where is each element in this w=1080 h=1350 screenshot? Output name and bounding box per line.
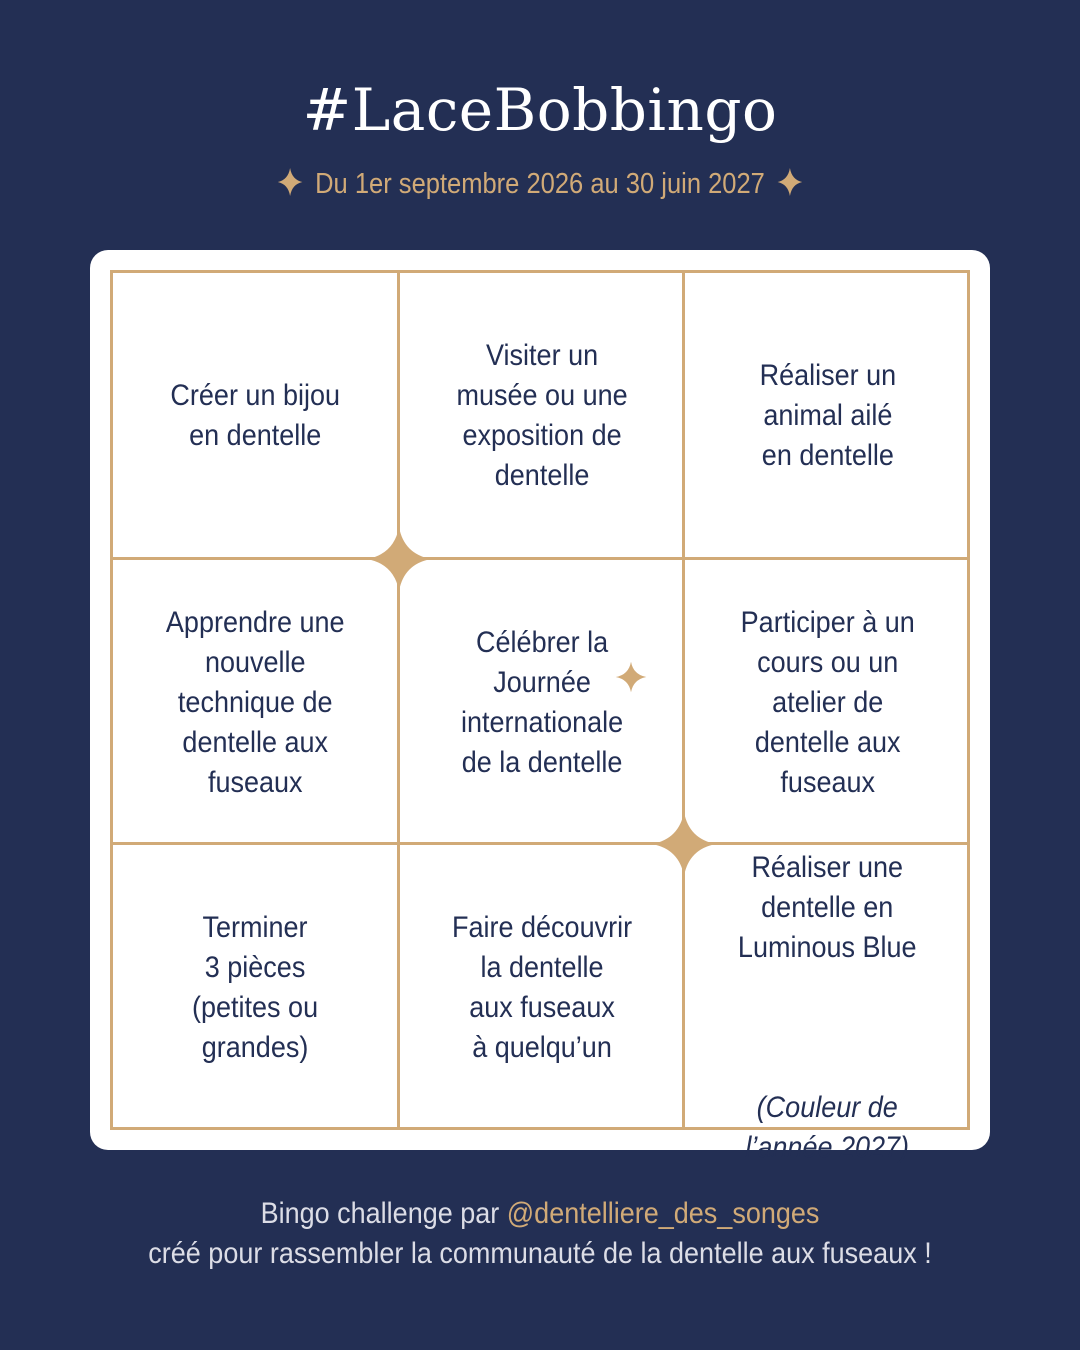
cell-text: Célébrer la Journée internationale de la dentelle <box>461 625 624 779</box>
sparkle-icon <box>276 166 304 198</box>
cell-text: Réaliser un animal ailé en dentelle <box>759 358 896 472</box>
cell-text: Terminer 3 pièces (petites ou grandes) <box>192 910 319 1064</box>
cell-text: Apprendre une nouvelle technique de dentelle aux fuseaux <box>166 605 345 799</box>
cell-text: Créer un bijou en dentelle <box>170 378 341 452</box>
bingo-cell[interactable] <box>400 560 685 845</box>
bingo-cell[interactable] <box>400 845 685 1130</box>
date-range-text: Du 1er septembre 2026 au 30 juin 2027 <box>315 168 765 200</box>
date-range <box>65 164 1015 204</box>
cell-text: Visiter un musée ou une exposition de dentelle <box>456 338 629 492</box>
bingo-cell[interactable] <box>113 845 398 1130</box>
bingo-cell[interactable] <box>685 560 970 845</box>
cell-note: (Couleur de l’année 2027) <box>745 1090 910 1164</box>
bingo-cell[interactable] <box>113 560 398 845</box>
sparkle-icon <box>364 524 434 594</box>
sparkle-icon <box>775 166 803 198</box>
cell-text: Participer à un cours ou un atelier de dentelle aux fuseaux <box>740 605 915 799</box>
bingo-cell[interactable] <box>685 845 970 1164</box>
footer-line-1 <box>54 1194 1026 1234</box>
sparkle-icon <box>649 809 719 879</box>
footer <box>0 1194 1080 1274</box>
cell-text: Réaliser une dentelle en Luminous Blue <box>738 850 917 964</box>
cell-text-group <box>738 808 917 1168</box>
bingo-cell[interactable] <box>113 273 398 558</box>
footer-line-2: créé pour rassembler la communauté de la dentelle aux fuseaux ! <box>148 1237 932 1270</box>
cell-text: Faire découvrir la dentelle aux fuseaux à quelqu’un <box>452 910 633 1064</box>
footer-prefix: Bingo challenge par <box>260 1197 507 1230</box>
bingo-cell[interactable] <box>400 273 685 558</box>
sparkle-icon <box>613 659 649 695</box>
author-handle-link[interactable]: @dentelliere_des_songes <box>506 1197 820 1230</box>
bingo-cell[interactable] <box>685 273 970 558</box>
page-title: #LaceBobbingo <box>302 76 778 144</box>
bingo-grid <box>110 270 970 1164</box>
